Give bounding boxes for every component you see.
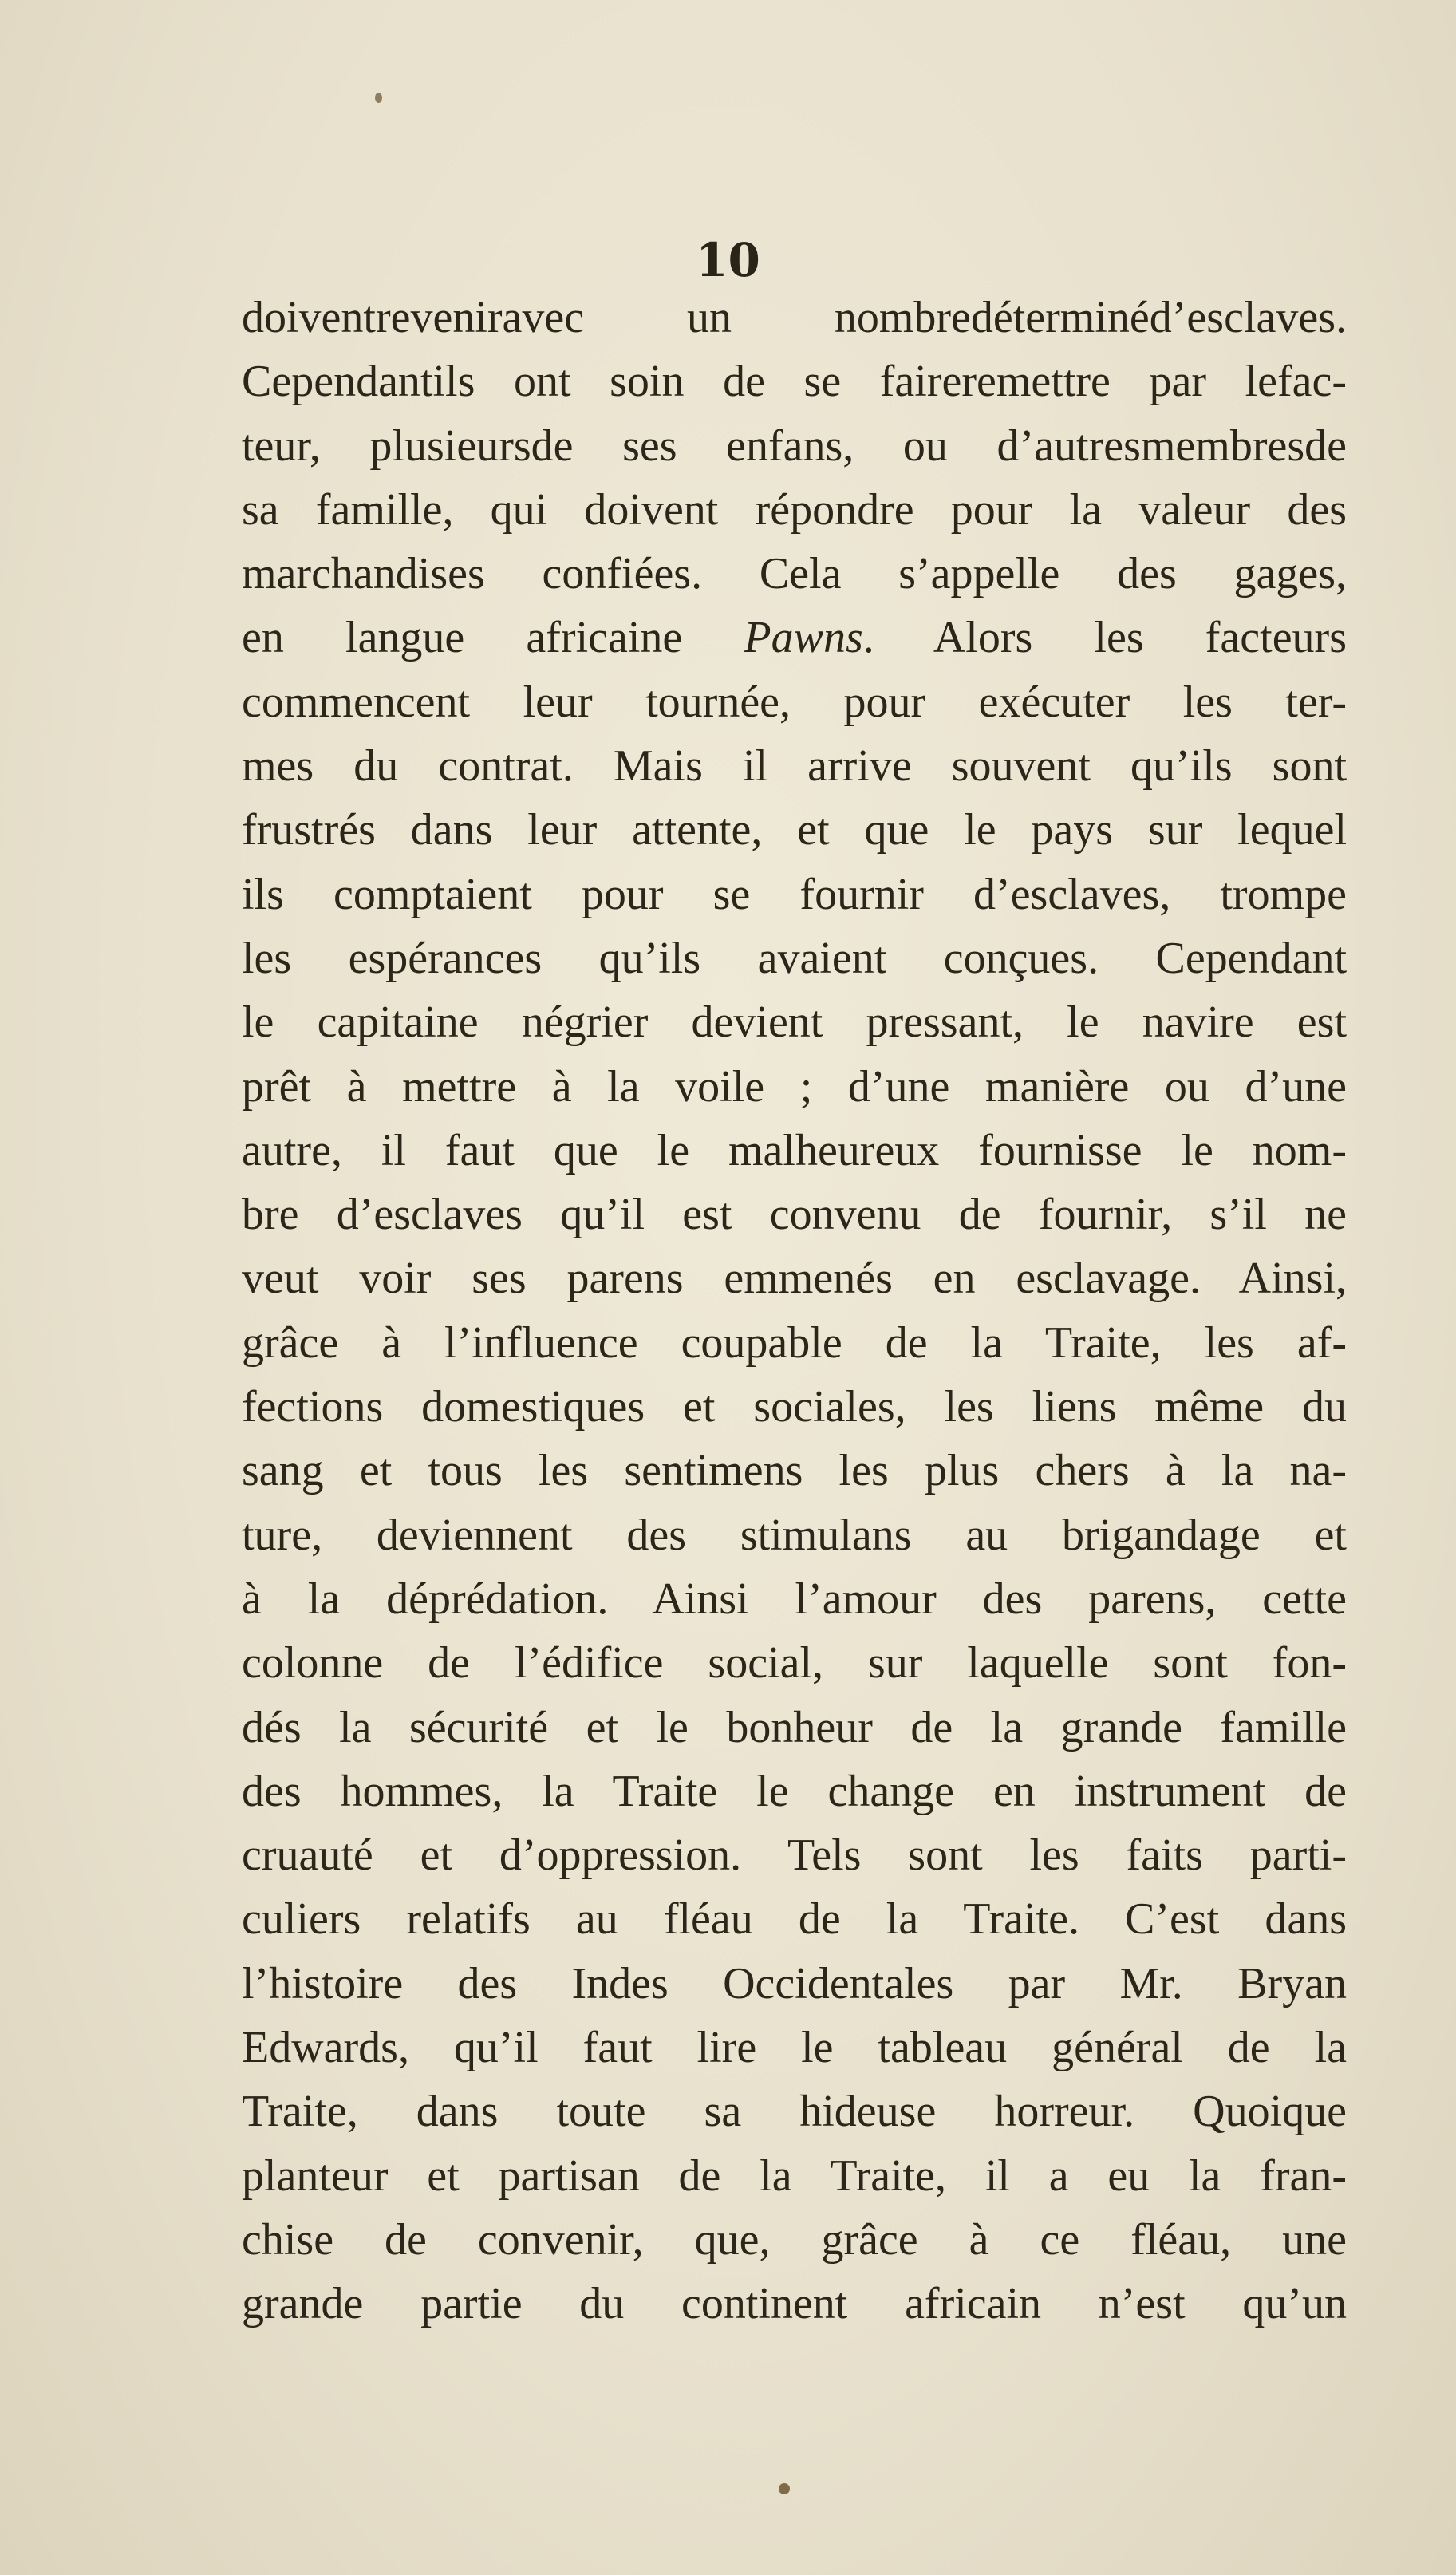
text-line: doiventreveniravec un nombredéterminéd’esclaves. xyxy=(242,293,1347,342)
text-line: en langue africaine Pawns. Alors les facteurs xyxy=(242,613,1347,663)
text-line: Cependantils ont soin de se faireremettre par lefac- xyxy=(242,357,1347,407)
text-line: chise de convenir, que, grâce à ce fléau, une xyxy=(242,2214,1347,2265)
text-line: l’histoire des Indes Occidentales par Mr. Bryan xyxy=(242,1958,1347,2008)
text-line: planteur et partisan de la Traite, il a eu la fran- xyxy=(242,2150,1347,2201)
text-line: Traite, dans toute sa hideuse horreur. Quoique xyxy=(242,2087,1347,2137)
text-line: colonne de l’édifice social, sur laquelle sont fon- xyxy=(242,1638,1347,1688)
text-line: dés la sécurité et le bonheur de la grande famille xyxy=(242,1702,1347,1752)
text-line: le capitaine négrier devient pressant, le navire est xyxy=(242,997,1347,1048)
text-line: à la déprédation. Ainsi l’amour des parens, cette xyxy=(242,1574,1347,1624)
text-line: prêt à mettre à la voile ; d’une manière ou d’une xyxy=(242,1061,1347,1112)
italic-word: Pawns xyxy=(744,613,863,663)
text-line: culiers relatifs au fléau de la Traite. C’est dans xyxy=(242,1894,1347,1945)
text-line: ture, deviennent des stimulans au brigandage et xyxy=(242,1510,1347,1560)
text-line: mes du contrat. Mais il arrive souvent qu’ils sont xyxy=(242,741,1347,792)
text-line: grâce à l’influence coupable de la Traite, les af- xyxy=(242,1317,1347,1368)
page-number: 10 xyxy=(696,233,760,287)
paper-speck xyxy=(375,93,382,103)
text-line: frustrés dans leur attente, et que le pays sur lequel xyxy=(242,805,1347,855)
text-line: commencent leur tournée, pour exécuter les ter- xyxy=(242,677,1347,727)
text-line: cruauté et d’oppression. Tels sont les faits parti- xyxy=(242,1831,1347,1881)
text-line: ils comptaient pour se fournir d’esclaves, trompe xyxy=(242,869,1347,919)
text-line: teur, plusieursde ses enfans, ou d’autresmembresde xyxy=(242,421,1347,471)
text-line: veut voir ses parens emmenés en esclavage. Ainsi, xyxy=(242,1254,1347,1304)
text-line: des hommes, la Traite le change en instrument de xyxy=(242,1766,1347,1816)
text-line: sa famille, qui doivent répondre pour la valeur des xyxy=(242,484,1347,535)
text-line: marchandises confiées. Cela s’appelle des gages, xyxy=(242,549,1347,599)
text-line: les espérances qu’ils avaient conçues. Cependant xyxy=(242,933,1347,983)
body-text xyxy=(242,286,1347,2336)
text-line: bre d’esclaves qu’il est convenu de fournir, s’il ne xyxy=(242,1190,1347,1240)
paper-speck xyxy=(779,2483,790,2494)
text-line: fections domestiques et sociales, les liens même du xyxy=(242,1382,1347,1432)
text-line: Edwards, qu’il faut lire le tableau général de la xyxy=(242,2023,1347,2073)
text-line: sang et tous les sentimens les plus chers à la na- xyxy=(242,1446,1347,1496)
text-line: grande partie du continent africain n’est qu’un xyxy=(242,2279,1347,2329)
text-line: autre, il faut que le malheureux fournisse le nom- xyxy=(242,1125,1347,1175)
